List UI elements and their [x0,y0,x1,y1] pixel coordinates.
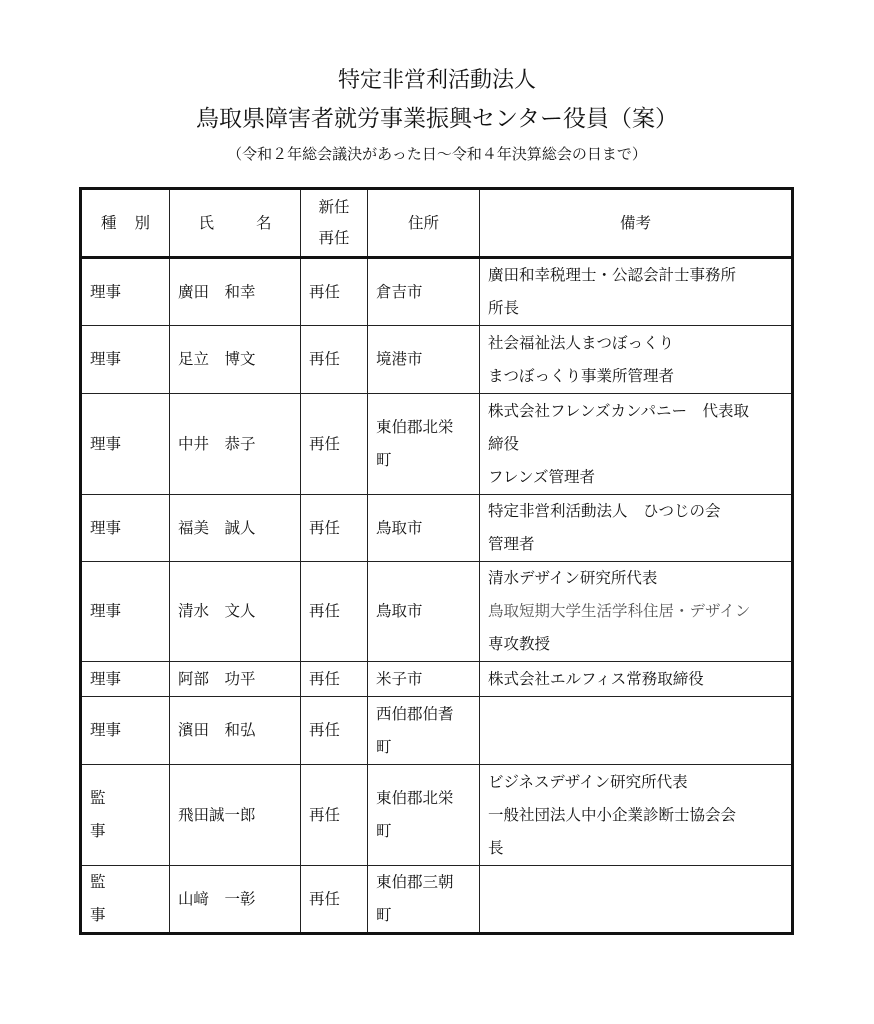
cell-address: 鳥取市 [368,495,480,562]
cell-address: 倉吉市 [368,258,480,326]
cell-name: 山﨑 一彰 [170,866,301,934]
cell-notes: 特定非営利活動法人 ひつじの会 管理者 [480,495,793,562]
cell-notes: 廣田和幸税理士・公認会計士事務所 所長 [480,258,793,326]
cell-notes [480,866,793,934]
cell-status: 再任 [301,866,368,934]
cell-notes: ビジネスデザイン研究所代表 一般社団法人中小企業診断士協会会 長 [480,765,793,866]
table-row [81,866,793,934]
term-period: （令和２年総会議決があった日〜令和４年決算総会の日まで） [227,145,647,163]
cell-status: 再任 [301,394,368,495]
cell-kind: 監事 [81,866,170,934]
column-header-address: 住所 [368,189,480,258]
table-row [81,326,793,394]
cell-address: 東伯郡北栄 町 [368,765,480,866]
officers-table [79,187,794,935]
cell-kind: 監事 [81,765,170,866]
column-header-name: 氏 名 [170,189,301,258]
cell-address: 米子市 [368,662,480,697]
table-row [81,562,793,662]
cell-status: 再任 [301,765,368,866]
cell-name: 飛田誠一郎 [170,765,301,866]
cell-kind: 理事 [81,394,170,495]
cell-kind: 理事 [81,495,170,562]
cell-name: 足立 博文 [170,326,301,394]
cell-address: 鳥取市 [368,562,480,662]
table-row [81,662,793,697]
cell-name: 阿部 功平 [170,662,301,697]
cell-status: 再任 [301,662,368,697]
cell-status: 再任 [301,258,368,326]
table-row [81,258,793,326]
cell-notes: 社会福祉法人まつぼっくり まつぼっくり事業所管理者 [480,326,793,394]
document-title: 鳥取県障害者就労事業振興センター役員（案） [195,106,679,132]
cell-notes: 株式会社エルフィス常務取締役 [480,662,793,697]
cell-address: 東伯郡北栄 町 [368,394,480,495]
cell-status: 再任 [301,326,368,394]
cell-name: 福美 誠人 [170,495,301,562]
cell-address: 東伯郡三朝 町 [368,866,480,934]
cell-status: 再任 [301,697,368,765]
cell-status: 再任 [301,495,368,562]
cell-notes [480,697,793,765]
cell-kind: 理事 [81,662,170,697]
org-type-heading: 特定非営利活動法人 [337,68,536,93]
table-row [81,394,793,495]
table-header-row [81,189,793,258]
cell-kind: 理事 [81,326,170,394]
cell-address: 境港市 [368,326,480,394]
cell-name: 清水 文人 [170,562,301,662]
table-row [81,697,793,765]
cell-name: 廣田 和幸 [170,258,301,326]
column-header-notes: 備考 [480,189,793,258]
cell-name: 濱田 和弘 [170,697,301,765]
table-row [81,765,793,866]
cell-status: 再任 [301,562,368,662]
cell-kind: 理事 [81,562,170,662]
cell-kind: 理事 [81,697,170,765]
cell-notes: 株式会社フレンズカンパニー 代表取 締役 フレンズ管理者 [480,394,793,495]
column-header-kind: 種 別 [81,189,170,258]
cell-name: 中井 恭子 [170,394,301,495]
cell-address: 西伯郡伯耆 町 [368,697,480,765]
cell-kind: 理事 [81,258,170,326]
column-header-status: 新任 再任 [301,189,368,258]
table-row [81,495,793,562]
cell-notes: 清水デザイン研究所代表 鳥取短期大学生活学科住居・デザイン 専攻教授 [480,562,793,662]
